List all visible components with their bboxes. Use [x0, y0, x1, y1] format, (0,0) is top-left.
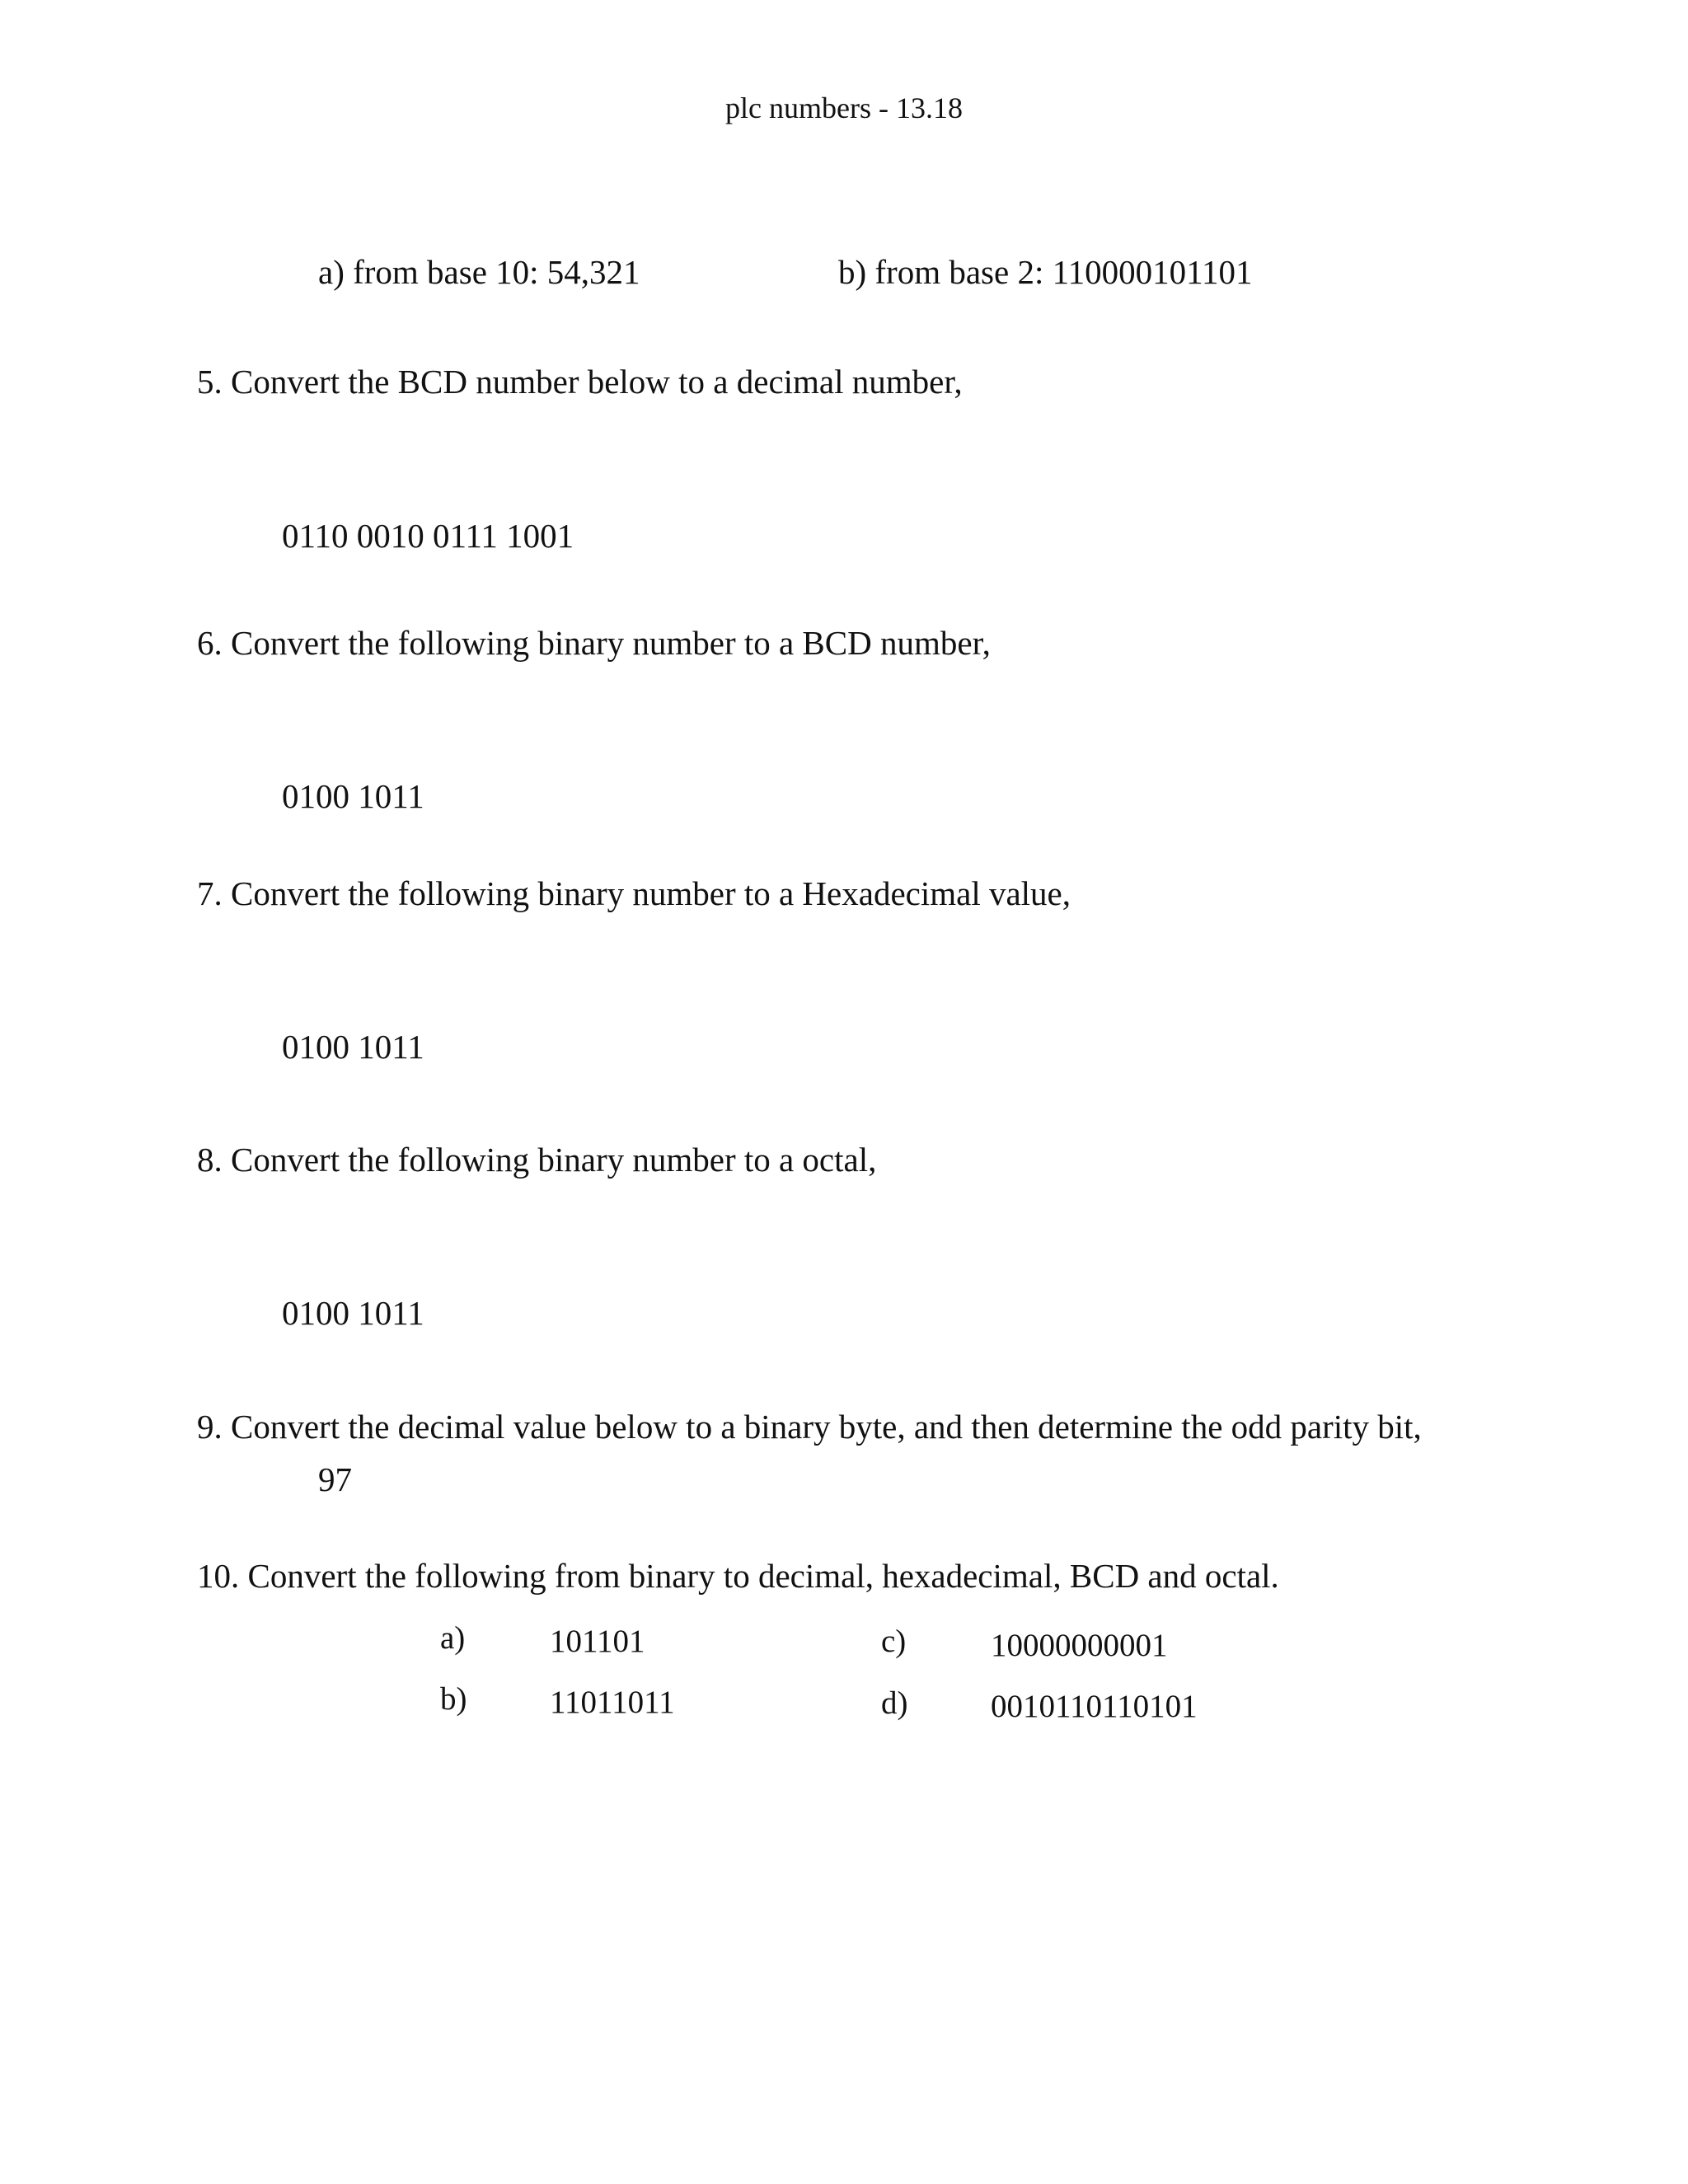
- q7-value: 0100 1011: [282, 1028, 424, 1066]
- q10-item-c-label: c): [881, 1624, 907, 1659]
- q9-value: 97: [318, 1460, 352, 1498]
- q10-item-b-label: b): [440, 1681, 467, 1717]
- page-header: plc numbers - 13.18: [725, 91, 963, 124]
- q10-item-c-value: 10000000001: [991, 1628, 1168, 1663]
- q6-prompt: 6. Convert the following binary number to a BCD number,: [197, 624, 991, 662]
- q9-prompt: 9. Convert the decimal value below to a binary byte, and then determine the odd parity bit,: [197, 1408, 1422, 1446]
- q7-prompt: 7. Convert the following binary number to a Hexadecimal value,: [197, 874, 1071, 912]
- q4-part-a: a) from base 10: 54,321: [318, 253, 640, 291]
- q6-value: 0100 1011: [282, 777, 424, 815]
- q8-prompt: 8. Convert the following binary number to a octal,: [197, 1141, 877, 1179]
- q10-prompt: 10. Convert the following from binary to decimal, hexadecimal, BCD and octal.: [197, 1557, 1279, 1595]
- q4-part-b: b) from base 2: 110000101101: [838, 253, 1253, 291]
- q5-value: 0110 0010 0111 1001: [282, 517, 574, 555]
- q10-item-a-label: a): [440, 1620, 466, 1656]
- q10-item-d-label: d): [881, 1685, 908, 1721]
- q10-item-a-value: 101101: [550, 1624, 645, 1659]
- q10-item-d-value: 0010110110101: [991, 1689, 1198, 1724]
- q8-value: 0100 1011: [282, 1294, 424, 1332]
- q5-prompt: 5. Convert the BCD number below to a decimal number,: [197, 363, 963, 401]
- q10-item-b-value: 11011011: [550, 1685, 675, 1720]
